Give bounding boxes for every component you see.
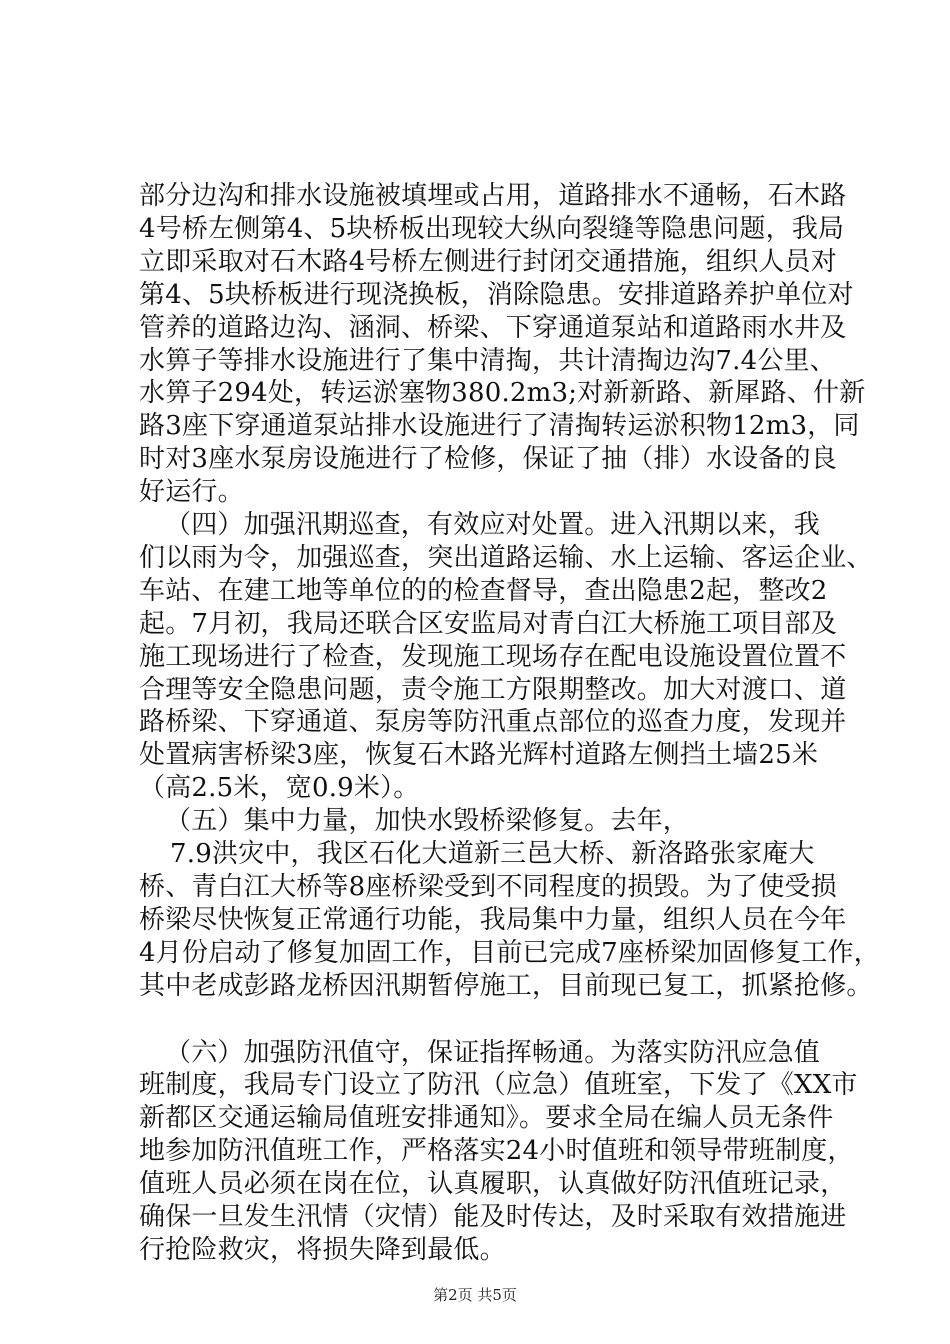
text-line: 4月份启动了修复加固工作，目前已完成7座桥梁加固修复工作，: [139, 938, 880, 968]
text-line: 施工现场进行了检查，发现施工现场存在配电设施设置位置不: [139, 642, 847, 672]
text-line: 时对3座水泵房设施进行了检修，保证了抽（排）水设备的良: [139, 444, 837, 474]
text-line: 4号桥左侧第4、5块桥板出现较大纵向裂缝等隐患问题，我局: [139, 214, 845, 244]
text-line: 车站、在建工地等单位的的检查督导，查出隐患2起，整改2: [139, 576, 828, 606]
paragraph-heading-5: （五）集中力量，加快水毁桥梁修复。去年，: [165, 806, 690, 836]
text-line: 水箅子等排水设施进行了集中清掏，共计清掏边沟7.4公里、: [139, 346, 836, 376]
text-line: 桥梁尽快恢复正常通行功能，我局集中力量，组织人员在今年: [139, 905, 847, 935]
text-line: 起。7月初，我局还联合区安监局对青白江大桥施工项目部及: [139, 609, 837, 639]
text-line: 新都区交通运输局值班安排通知》。要求全局在编人员无条件: [139, 1103, 834, 1133]
text-line: 行抢险救灾，将损失降到最低。: [139, 1235, 506, 1265]
text-line: （高2.5米，宽0.9米）。: [139, 773, 420, 803]
text-line: 其中老成彭路龙桥因汛期暂停施工，目前现已复工，抓紧抢修。: [139, 971, 873, 1001]
text-line: 水箅子294处，转运淤塞物380.2m3;对新新路、新犀路、什新: [139, 378, 866, 408]
paragraph-heading-4: （四）加强汛期巡查，有效应对处置。进入汛期以来，我: [165, 510, 821, 540]
text-line: 班制度，我局专门设立了防汛（应急）值班室，下发了《XX市: [139, 1070, 858, 1100]
text-line: 部分边沟和排水设施被填埋或占用，道路排水不通畅，石木路: [139, 181, 847, 211]
text-line: 桥、青白江大桥等8座桥梁受到不同程度的损毁。为了使受损: [139, 872, 837, 902]
text-line: 确保一旦发生汛情（灾情）能及时传达，及时采取有效措施进: [139, 1202, 847, 1232]
text-line: 路3座下穿通道泵站排水设施进行了清掏转运淤积物12m3，同: [139, 411, 860, 441]
text-line: 合理等安全隐患问题，责令施工方限期整改。加大对渡口、道: [139, 675, 847, 705]
text-line: 值班人员必须在岗在位，认真履职，认真做好防汛值班记录，: [139, 1169, 847, 1199]
text-line: 第4、5块桥板进行现浇换板，消除隐患。安排道路养护单位对: [139, 280, 854, 310]
text-line: 立即采取对石木路4号桥左侧进行封闭交通措施，组织人员对: [139, 247, 837, 277]
text-line: 处置病害桥梁3座，恢复石木路光辉村道路左侧挡土墙25米: [139, 740, 819, 770]
text-line: 们以雨为令，加强巡查，突出道路运输、水上运输、客运企业、: [139, 543, 873, 573]
text-line: 管养的道路边沟、涵洞、桥梁、下穿通道泵站和道路雨水井及: [139, 313, 847, 343]
text-line: 路桥梁、下穿通道、泵房等防汛重点部位的巡查力度，发现并: [139, 707, 847, 737]
paragraph-heading-6: （六）加强防汛值守，保证指挥畅通。为落实防汛应急值: [165, 1038, 821, 1068]
text-line: 地参加防汛值班工作，严格落实24小时值班和领导带班制度，: [139, 1136, 854, 1166]
text-line: 好运行。: [139, 477, 244, 507]
text-line: 7.9洪灾中，我区石化大道新三邑大桥、新洛路张家庵大: [170, 839, 815, 869]
page-number-footer: 第2页 共5页: [433, 1286, 517, 1304]
